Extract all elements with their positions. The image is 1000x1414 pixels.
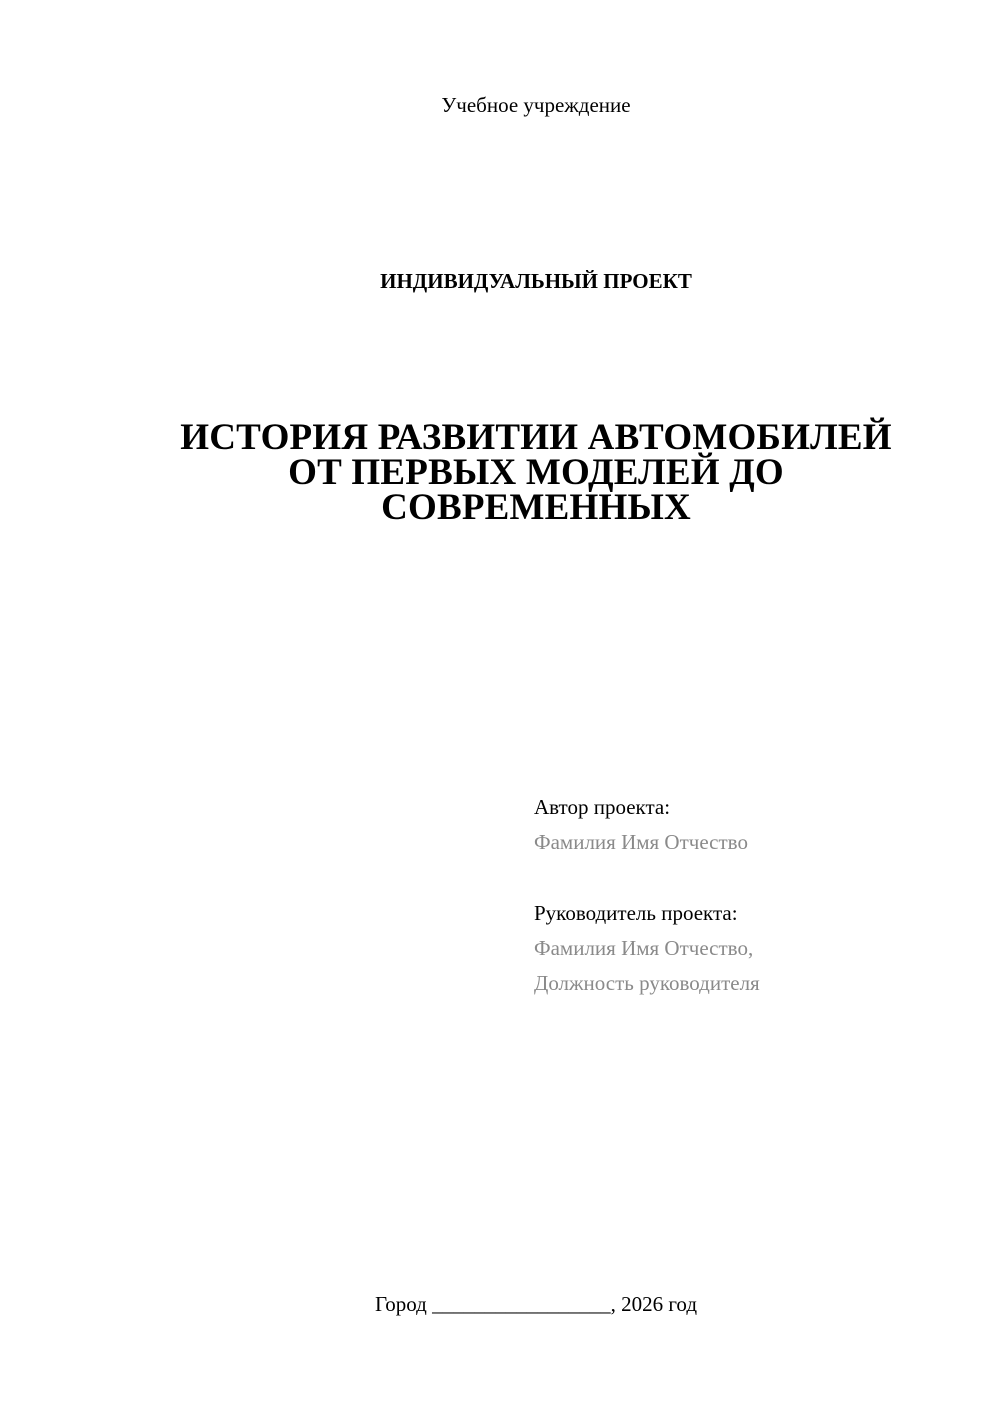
project-type-heading: ИНДИВИДУАЛЬНЫЙ ПРОЕКТ	[380, 269, 692, 293]
block-spacer	[534, 860, 974, 896]
supervisor-position-placeholder: Должность руководителя	[534, 971, 760, 995]
city-year-line: Город _________________, 2026 год	[374, 1292, 698, 1316]
author-block	[534, 790, 974, 1001]
institution-name: Учебное учреждение	[441, 93, 631, 117]
author-label: Автор проекта:	[534, 795, 671, 819]
project-title	[0, 417, 1000, 528]
project-title-line-1: ИСТОРИЯ РАЗВИТИИ АВТОМОБИЛЕЙ	[180, 417, 892, 458]
supervisor-name-placeholder: Фамилия Имя Отчество,	[534, 936, 754, 960]
project-title-line-3: СОВРЕМЕННЫХ	[381, 487, 691, 528]
supervisor-label: Руководитель проекта:	[534, 901, 738, 925]
project-title-line-2: ОТ ПЕРВЫХ МОДЕЛЕЙ ДО	[288, 452, 784, 493]
author-name-placeholder: Фамилия Имя Отчество	[534, 830, 748, 854]
